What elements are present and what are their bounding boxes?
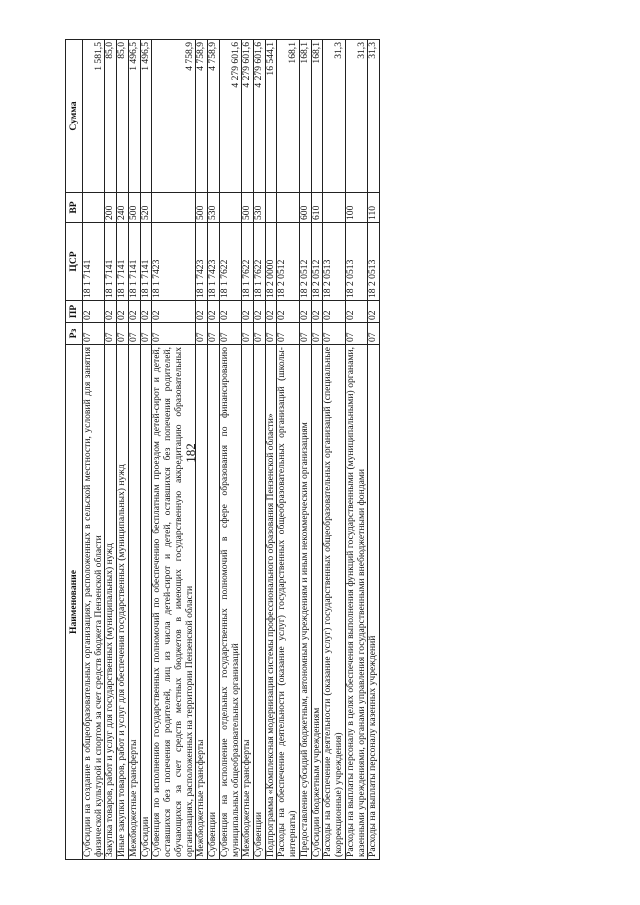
table-row (219, 40, 241, 860)
cell-name: Иные закупки товаров, работ и услуг для обеспечения государственных (муниципальных) нужд (117, 345, 129, 860)
cell-pr: 02 (117, 301, 129, 323)
budget-table (65, 39, 380, 860)
cell-pr: 02 (196, 301, 208, 323)
table-row (152, 40, 196, 860)
cell-vr (323, 193, 345, 223)
cell-rz: 07 (265, 323, 277, 345)
cell-pr: 02 (105, 301, 117, 323)
cell-vr: 500 (196, 193, 208, 223)
header-name: Наименование (66, 345, 83, 860)
cell-name: Расходы на обеспечение деятельности (оказание услуг) государственных общеобразовательных организаций (специальные (коррекционные) учреждения) (323, 345, 345, 860)
cell-pr: 02 (323, 301, 345, 323)
cell-rz: 07 (117, 323, 129, 345)
cell-name: Субвенции (208, 345, 220, 860)
table-row (83, 40, 105, 860)
table-row (265, 40, 277, 860)
table-row (345, 40, 367, 860)
cell-rz: 07 (368, 323, 380, 345)
cell-name: Расходы на обеспечение деятельности (оказание услуг) государственных общеобразовательных организаций (школы-интернаты) (277, 345, 299, 860)
cell-sum: 85,0 (117, 40, 129, 193)
cell-name: Расходы на выплаты персоналу казенных учреждений (368, 345, 380, 860)
cell-csr: 18 2 0512 (277, 223, 299, 301)
cell-vr: 240 (117, 193, 129, 223)
cell-pr: 02 (254, 301, 266, 323)
cell-vr: 520 (140, 193, 152, 223)
header-rz: Рз (66, 323, 83, 345)
cell-sum: 4 758,9 (208, 40, 220, 193)
cell-name: Закупка товаров, работ и услуг для государственных (муниципальных) нужд (105, 345, 117, 860)
table-header-row (66, 40, 83, 860)
cell-name: Межбюджетные трансферты (128, 345, 140, 860)
cell-sum: 4 758,9 (152, 40, 196, 193)
cell-vr: 610 (311, 193, 323, 223)
cell-csr: 18 2 0513 (345, 223, 367, 301)
header-sum: Сумма (66, 40, 83, 193)
cell-name: Субсидии (140, 345, 152, 860)
table-row (117, 40, 129, 860)
table-row (311, 40, 323, 860)
cell-csr: 18 1 7423 (196, 223, 208, 301)
cell-vr: 500 (128, 193, 140, 223)
cell-sum: 168,1 (299, 40, 311, 193)
table-row (196, 40, 208, 860)
table-row (128, 40, 140, 860)
cell-name: Субвенция по исполнению государственных полномочий по обеспечению бесплатным проездом детей-сирот и детей, оставшихся без попечения родителей, лиц из числа детей-сирот и детей, оставшихся без попечения родителей, обучающихся за счет средств местных бюджетов в имеющих государственную аккредитацию образовательных организациях, расположенных на территории Пензенской области (152, 345, 196, 860)
cell-name: Субсидии на создание в общеобразовательных организациях, расположенных в сельской местности, условий для занятия физической культурой и спортом за счет средств бюджета Пензенской области (83, 345, 105, 860)
cell-csr: 18 2 0000 (265, 223, 277, 301)
cell-vr (152, 193, 196, 223)
cell-rz: 07 (140, 323, 152, 345)
table-row (323, 40, 345, 860)
cell-csr: 18 1 7622 (219, 223, 241, 301)
cell-csr: 18 2 0513 (323, 223, 345, 301)
cell-pr: 02 (208, 301, 220, 323)
cell-rz: 07 (105, 323, 117, 345)
table-row (208, 40, 220, 860)
cell-pr: 02 (140, 301, 152, 323)
cell-name: Межбюджетные трансферты (196, 345, 208, 860)
table-row (105, 40, 117, 860)
table-row (140, 40, 152, 860)
cell-vr (265, 193, 277, 223)
cell-pr: 02 (299, 301, 311, 323)
cell-vr (277, 193, 299, 223)
cell-pr: 02 (345, 301, 367, 323)
table-row (299, 40, 311, 860)
cell-name: Подпрограмма «Комплексная модернизация системы профессионального образования Пензенской области» (265, 345, 277, 860)
cell-rz: 07 (299, 323, 311, 345)
cell-rz: 07 (128, 323, 140, 345)
cell-vr (219, 193, 241, 223)
header-vr: ВР (66, 193, 83, 223)
cell-csr: 18 1 7622 (242, 223, 254, 301)
cell-vr: 600 (299, 193, 311, 223)
rotated-page (65, 40, 599, 860)
cell-name: Предоставление субсидий бюджетным, автономным учреждениям и иным некоммерческим организациям (299, 345, 311, 860)
cell-sum: 1 581,5 (83, 40, 105, 193)
cell-name: Расходы на выплаты персоналу в целях обеспечения выполнения функций государственными (муниципальными) органами, казенными учреждениями, органами управления государственными внебюджетными фондами (345, 345, 367, 860)
cell-vr: 200 (105, 193, 117, 223)
cell-pr: 02 (128, 301, 140, 323)
cell-name: Субвенция на исполнение отдельных государственных полномочий в сфере образования по финансированию муниципальных общеобразовательных организаций (219, 345, 241, 860)
cell-sum: 4 279 601,6 (219, 40, 241, 193)
cell-rz: 07 (277, 323, 299, 345)
cell-csr: 18 1 7141 (105, 223, 117, 301)
cell-rz: 07 (83, 323, 105, 345)
table-row (277, 40, 299, 860)
cell-pr: 02 (242, 301, 254, 323)
cell-csr: 18 1 7141 (140, 223, 152, 301)
cell-name: Субвенции (254, 345, 266, 860)
cell-csr: 18 2 0512 (299, 223, 311, 301)
cell-sum: 31,3 (368, 40, 380, 193)
cell-rz: 07 (311, 323, 323, 345)
cell-sum: 31,3 (323, 40, 345, 193)
cell-csr: 18 1 7141 (117, 223, 129, 301)
cell-sum: 4 758,9 (196, 40, 208, 193)
cell-sum: 168,1 (311, 40, 323, 193)
cell-sum: 4 279 601,6 (254, 40, 266, 193)
cell-csr: 18 2 0512 (311, 223, 323, 301)
cell-rz: 07 (345, 323, 367, 345)
cell-vr: 500 (242, 193, 254, 223)
cell-pr: 02 (368, 301, 380, 323)
cell-csr: 18 1 7141 (128, 223, 140, 301)
cell-sum: 1 496,5 (140, 40, 152, 193)
cell-rz: 07 (242, 323, 254, 345)
cell-pr: 02 (265, 301, 277, 323)
cell-sum: 31,3 (345, 40, 367, 193)
cell-sum: 168,1 (277, 40, 299, 193)
cell-vr: 110 (368, 193, 380, 223)
cell-vr (83, 193, 105, 223)
page-number: 182 (183, 442, 198, 463)
cell-sum: 4 279 601,6 (242, 40, 254, 193)
table-row (368, 40, 380, 860)
cell-vr: 530 (208, 193, 220, 223)
cell-sum: 1 496,5 (128, 40, 140, 193)
cell-pr: 02 (277, 301, 299, 323)
cell-sum: 16 544,1 (265, 40, 277, 193)
header-pr: ПР (66, 301, 83, 323)
cell-name: Межбюджетные трансферты (242, 345, 254, 860)
cell-pr: 02 (219, 301, 241, 323)
cell-rz: 07 (196, 323, 208, 345)
table-row (254, 40, 266, 860)
budget-table-frame (65, 40, 599, 860)
cell-sum: 85,0 (105, 40, 117, 193)
cell-csr: 18 1 7622 (254, 223, 266, 301)
cell-name: Субсидии бюджетным учреждениям (311, 345, 323, 860)
cell-pr: 02 (83, 301, 105, 323)
cell-vr: 100 (345, 193, 367, 223)
cell-rz: 07 (152, 323, 196, 345)
cell-csr: 18 1 7423 (208, 223, 220, 301)
table-row (242, 40, 254, 860)
cell-rz: 07 (323, 323, 345, 345)
cell-vr: 530 (254, 193, 266, 223)
cell-csr: 18 1 7423 (152, 223, 196, 301)
cell-rz: 07 (219, 323, 241, 345)
cell-csr: 18 2 0513 (368, 223, 380, 301)
cell-rz: 07 (208, 323, 220, 345)
cell-rz: 07 (254, 323, 266, 345)
header-csr: ЦСР (66, 223, 83, 301)
cell-csr: 18 1 7141 (83, 223, 105, 301)
cell-pr: 02 (152, 301, 196, 323)
cell-pr: 02 (311, 301, 323, 323)
